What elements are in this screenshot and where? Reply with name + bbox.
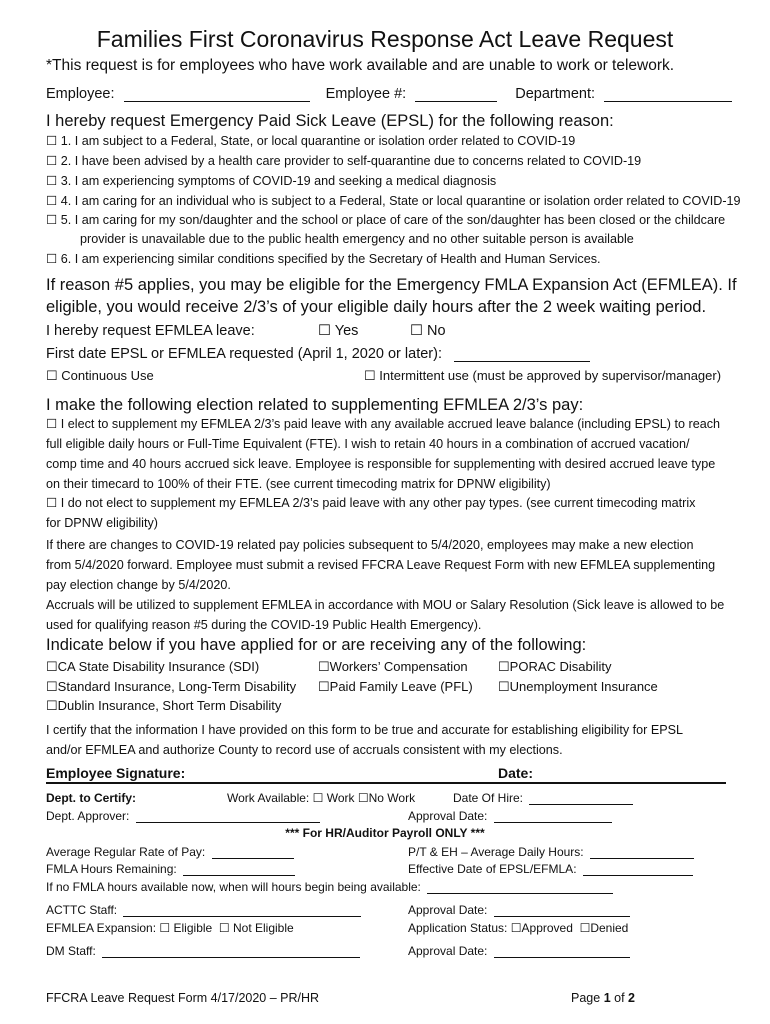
policy-line-4: Accruals will be utilized to supplement EFMLEA in accordance with MOU or Salary Resolution (Sick leave is allowed to be [46, 598, 725, 612]
acttc-label: ACTTC Staff: [46, 903, 118, 917]
signature-line[interactable] [46, 782, 726, 784]
hire-date-label: Date Of Hire: [453, 791, 524, 805]
work-available-row [227, 791, 415, 805]
benefit-porac [498, 659, 612, 675]
certify-line-1: I certify that the information I have provided on this form to be true and accurate for establishing eligibility for EPSL [46, 723, 684, 737]
checkbox-reason-2[interactable]: ☐ [46, 154, 58, 168]
fmla-remaining-label: FMLA Hours Remaining: [46, 862, 177, 876]
effective-date-label: Effective Date of EPSL/EFMLA: [408, 862, 577, 876]
dept-approver-field[interactable] [136, 809, 320, 823]
pt-eh-field[interactable] [590, 845, 694, 859]
election-1-line-3: comp time and 40 hours accrued sick leave. Employee is responsible for supplementing with desired accrued leave type [46, 457, 716, 471]
page-total: 2 [628, 991, 635, 1005]
checkbox-pfl[interactable]: ☐ [318, 679, 330, 694]
reason-3-text: 3. I am experiencing symptoms of COVID-19 and seeking a medical diagnosis [60, 174, 497, 188]
checkbox-reason-1[interactable]: ☐ [46, 134, 58, 148]
benefit-standard-ltd [46, 679, 296, 695]
dept-approval-date-field[interactable] [494, 809, 612, 823]
app-status-row [408, 921, 628, 935]
dm-staff-label: DM Staff: [46, 944, 96, 958]
reason-5-cont: provider is unavailable due to the public health emergency and no other suitable person is available [80, 232, 634, 246]
checkbox-unemployment[interactable]: ☐ [498, 679, 510, 694]
efmlea-no [410, 323, 446, 339]
employee-field[interactable] [124, 86, 310, 102]
dept-approver-row [46, 809, 320, 823]
checkbox-approved[interactable]: ☐ [510, 921, 522, 935]
work-label: Work [326, 791, 355, 805]
reason-4 [46, 193, 741, 208]
employee-num-label: Employee #: [325, 86, 407, 102]
policy-text [46, 535, 724, 635]
benefits-heading: Indicate below if you have applied for or are receiving any of the following: [46, 636, 587, 654]
checkbox-reason-5[interactable]: ☐ [46, 213, 58, 227]
certify-text [46, 720, 683, 760]
checkbox-efmlea-yes[interactable]: ☐ [318, 323, 331, 339]
reason-3 [46, 173, 496, 188]
work-available-label: Work Available: [227, 791, 310, 805]
election-option-2 [46, 493, 695, 533]
reason-2 [46, 153, 641, 168]
hire-date-row [453, 791, 633, 805]
policy-line-2: from 5/4/2020 forward. Employee must submit a revised FFCRA Leave Request Form with new EFMLEA supplementing [46, 558, 716, 572]
first-date-row [46, 346, 590, 362]
election-2-line-2: for DPNW eligibility) [46, 516, 158, 530]
checkbox-election-2[interactable]: ☐ [46, 496, 58, 510]
no-fmla-field[interactable] [427, 880, 613, 894]
dept-approval-date-label: Approval Date: [408, 809, 488, 823]
denied-label: Denied [590, 921, 629, 935]
form-title: Families First Coronavirus Response Act Leave Request [96, 26, 674, 52]
hire-date-field[interactable] [529, 791, 633, 805]
department-label: Department: [515, 86, 596, 102]
benefit-sdi-label: CA State Disability Insurance (SDI) [57, 659, 260, 674]
pt-eh-label: P/T & EH – Average Daily Hours: [408, 845, 584, 859]
checkbox-denied[interactable]: ☐ [579, 921, 591, 935]
checkbox-efmlea-no[interactable]: ☐ [410, 323, 423, 339]
reason-4-text: 4. I am caring for an individual who is subject to a Federal, State or local quarantine or isolation order related to COVID-19 [60, 194, 741, 208]
policy-line-3: pay election change by 5/4/2020. [46, 578, 231, 592]
checkbox-intermittent[interactable]: ☐ [364, 368, 376, 383]
avg-rate-label: Average Regular Rate of Pay: [46, 845, 206, 859]
fmla-remaining-field[interactable] [183, 862, 295, 876]
acttc-approval-label: Approval Date: [408, 903, 488, 917]
checkbox-workers-comp[interactable]: ☐ [318, 659, 330, 674]
benefit-pfl [318, 679, 473, 695]
election-1-line-2: full eligible daily hours or Full-Time Equivalent (FTE). I wish to retain 40 hours in a combination of accrued vacation/ [46, 437, 690, 451]
reason-1 [46, 133, 575, 148]
intermittent-use [364, 368, 721, 384]
certify-line-2: and/or EFMLEA and authorize County to record use of accruals consistent with my elections. [46, 743, 563, 757]
efmlea-expansion-row [46, 921, 294, 935]
benefit-porac-label: PORAC Disability [509, 659, 612, 674]
hr-only-banner: *** For HR/Auditor Payroll ONLY *** [285, 826, 485, 840]
avg-rate-row [46, 845, 294, 859]
continuous-use-label: Continuous Use [61, 368, 154, 383]
reason-6 [46, 251, 601, 266]
acttc-approval-row [408, 903, 630, 917]
checkbox-continuous[interactable]: ☐ [46, 368, 58, 383]
avg-rate-field[interactable] [212, 845, 294, 859]
dept-certify-label: Dept. to Certify: [46, 791, 136, 805]
efmlea-request-label: I hereby request EFMLEA leave: [46, 323, 255, 339]
employee-num-field[interactable] [415, 86, 497, 102]
benefit-unemployment-label: Unemployment Insurance [509, 679, 658, 694]
approved-label: Approved [521, 921, 573, 935]
not-eligible-label: Not Eligible [233, 921, 294, 935]
election-heading: I make the following election related to supplementing EFMLEA 2/3’s pay: [46, 396, 584, 414]
efmlea-heading-1: If reason #5 applies, you may be eligible for the Emergency FMLA Expansion Act (EFMLEA). If [46, 276, 737, 294]
department-field[interactable] [604, 86, 732, 102]
checkbox-no-work[interactable]: ☐ [357, 791, 369, 805]
page-prefix: Page [571, 991, 601, 1005]
benefit-sdi [46, 659, 259, 675]
dept-approval-date-row [408, 809, 612, 823]
checkbox-work[interactable]: ☐ [312, 791, 324, 805]
pt-eh-row [408, 845, 694, 859]
reason-6-text: 6. I am experiencing similar conditions specified by the Secretary of Health and Human Services. [60, 252, 601, 266]
benefit-dublin-std [46, 698, 281, 714]
checkbox-reason-6[interactable]: ☐ [46, 252, 58, 266]
footer-page-number [571, 991, 635, 1005]
acttc-field[interactable] [123, 903, 361, 917]
reason-2-text: 2. I have been advised by a health care provider to self-quarantine due to concerns related to COVID-19 [60, 154, 642, 168]
benefit-unemployment [498, 679, 658, 695]
checkbox-dublin-std[interactable]: ☐ [46, 698, 58, 713]
benefit-standard-ltd-label: Standard Insurance, Long-Term Disability [57, 679, 297, 694]
acttc-approval-field[interactable] [494, 903, 630, 917]
app-status-label: Application Status: [408, 921, 508, 935]
acttc-row [46, 903, 361, 917]
election-2-line-1: I do not elect to supplement my EFMLEA 2/3’s paid leave with any other pay types. (see current timecoding matrix [60, 496, 696, 510]
date-label: Date: [498, 765, 534, 781]
efmlea-yes [318, 323, 358, 339]
footer-form-id: FFCRA Leave Request Form 4/17/2020 – PR/HR [46, 991, 320, 1005]
election-1-line-1: I elect to supplement my EFMLEA 2/3’s paid leave with any available accrued leave balance (including EPSL) to reach [60, 417, 721, 431]
first-date-field[interactable] [454, 346, 590, 362]
form-subtitle: *This request is for employees who have work available and are unable to work or telework. [46, 57, 675, 74]
benefit-workers-comp-label: Workers’ Compensation [329, 659, 468, 674]
fmla-remaining-row [46, 862, 295, 876]
benefit-pfl-label: Paid Family Leave (PFL) [329, 679, 473, 694]
checkbox-not-eligible[interactable]: ☐ [218, 921, 230, 935]
efmlea-heading-2: eligible, you would receive 2/3’s of your eligible daily hours after the 2 week waiting period. [46, 298, 707, 316]
checkbox-election-1[interactable]: ☐ [46, 417, 58, 431]
checkbox-sdi[interactable]: ☐ [46, 659, 58, 674]
dept-approver-label: Dept. Approver: [46, 809, 130, 823]
checkbox-porac[interactable]: ☐ [498, 659, 510, 674]
policy-line-1: If there are changes to COVID-19 related pay policies subsequent to 5/4/2020, employees may make a new election [46, 538, 694, 552]
election-1-line-4: on their timecard to 100% of their FTE. (see current timecoding matrix for DPNW eligibility) [46, 477, 551, 491]
no-fmla-label: If no FMLA hours available now, when will hours begin being available: [46, 880, 421, 894]
election-option-1 [46, 414, 720, 494]
eligible-label: Eligible [173, 921, 213, 935]
epsl-heading: I hereby request Emergency Paid Sick Leave (EPSL) for the following reason: [46, 112, 614, 130]
page-current: 1 [603, 991, 611, 1005]
employee-label: Employee: [46, 86, 115, 102]
efmlea-yes-label: Yes [334, 323, 359, 339]
benefit-workers-comp [318, 659, 468, 675]
checkbox-eligible[interactable]: ☐ [159, 921, 171, 935]
effective-date-row [408, 862, 693, 876]
reason-5 [46, 212, 725, 227]
efmlea-no-label: No [427, 323, 446, 339]
effective-date-field[interactable] [583, 862, 693, 876]
dm-approval-row [408, 944, 630, 958]
page-of: of [614, 991, 625, 1005]
dm-staff-row [46, 944, 360, 958]
dm-approval-field[interactable] [494, 944, 630, 958]
reason-5-text: 5. I am caring for my son/daughter and the school or place of care of the son/daughter has been closed or the childcare [60, 213, 726, 227]
dm-approval-label: Approval Date: [408, 944, 488, 958]
checkbox-reason-4[interactable]: ☐ [46, 194, 58, 208]
signature-label: Employee Signature: [46, 765, 186, 781]
checkbox-reason-3[interactable]: ☐ [46, 174, 58, 188]
checkbox-standard-ltd[interactable]: ☐ [46, 679, 58, 694]
intermittent-use-label: Intermittent use (must be approved by supervisor/manager) [379, 368, 722, 383]
reason-1-text: 1. I am subject to a Federal, State, or local quarantine or isolation order related to COVID-19 [60, 134, 576, 148]
no-fmla-row [46, 880, 613, 894]
dm-staff-field[interactable] [102, 944, 360, 958]
no-work-label: No Work [368, 791, 416, 805]
continuous-use [46, 368, 154, 384]
benefit-dublin-std-label: Dublin Insurance, Short Term Disability [57, 698, 282, 713]
first-date-label: First date EPSL or EFMLEA requested (April 1, 2020 or later): [46, 346, 442, 362]
efmlea-expansion-label: EFMLEA Expansion: [46, 921, 157, 935]
employee-row [46, 86, 732, 102]
policy-line-5: used for qualifying reason #5 during the COVID-19 Public Health Emergency). [46, 618, 482, 632]
